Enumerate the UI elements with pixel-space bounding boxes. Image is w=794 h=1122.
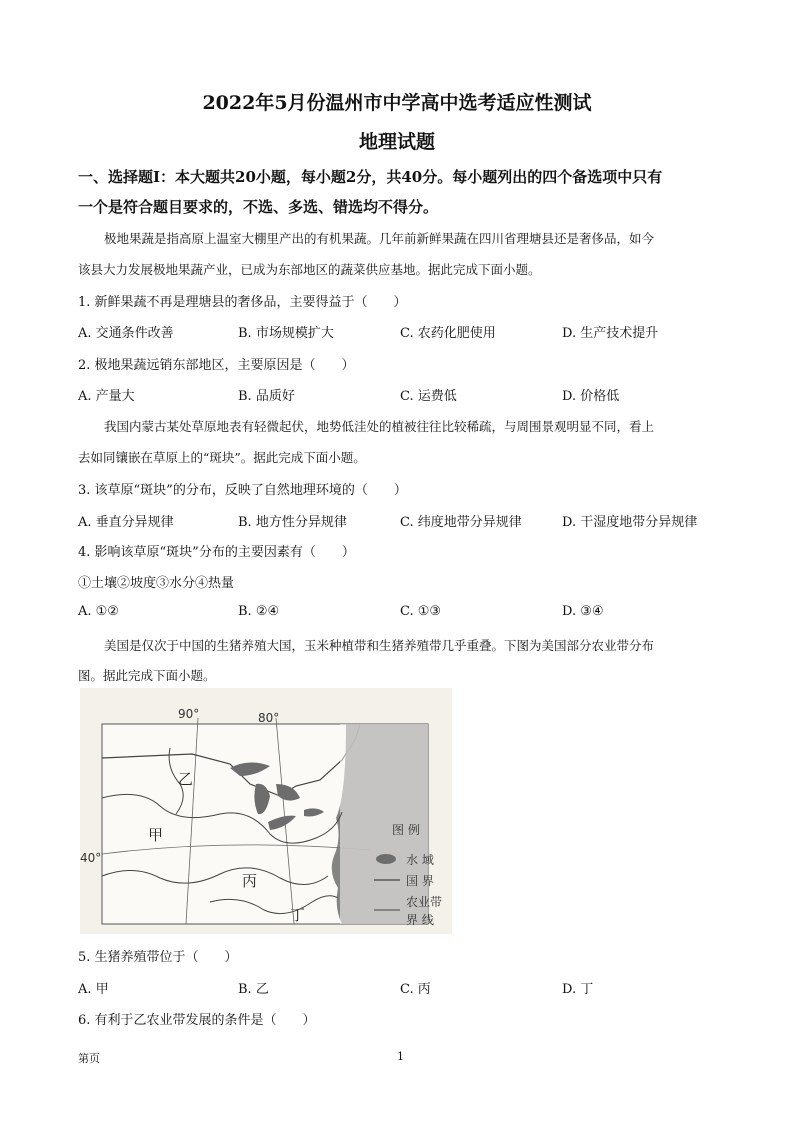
region-label-bing: 丙 bbox=[242, 872, 258, 890]
legend-belt-2: 界 线 bbox=[406, 913, 434, 927]
passage3-line2: 图。据此完成下面小题。 bbox=[78, 668, 216, 683]
legend-border: 国 界 bbox=[406, 874, 434, 888]
footer-page-number: 1 bbox=[397, 1050, 404, 1063]
page-subtitle: 地理试题 bbox=[358, 131, 435, 153]
legend-water-icon bbox=[376, 854, 396, 864]
q2-option-c: C. 运费低 bbox=[400, 389, 457, 404]
q4-option-d: D. ③④ bbox=[562, 604, 604, 619]
q5-option-b: B. 乙 bbox=[238, 982, 269, 997]
page-title: 2022年5月份温州市中学高中选考适应性测试 bbox=[202, 92, 592, 114]
passage3-line1: 美国是仅次于中国的生猪养殖大国，玉米种植带和生猪养殖带几乎重叠。下图为美国部分农业带分布 bbox=[104, 638, 655, 653]
section-heading-line2: 一个是符合题目要求的，不选、多选、错选均不得分。 bbox=[78, 198, 439, 216]
passage1-line1: 极地果蔬是指高原上温室大棚里产出的有机果蔬。几年前新鲜果蔬在四川省理塘县还是奢侈品，如今 bbox=[104, 231, 655, 246]
lat-label-40: 40° bbox=[80, 851, 102, 865]
q3-option-a: A. 垂直分异规律 bbox=[78, 515, 174, 530]
lon-label-90: 90° bbox=[178, 707, 200, 721]
q1-stem: 1. 新鲜果蔬不再是理塘县的奢侈品，主要得益于（ ） bbox=[78, 295, 407, 310]
region-label-ding: 丁 bbox=[290, 906, 306, 924]
q6-stem: 6. 有利于乙农业带发展的条件是（ ） bbox=[78, 1013, 316, 1028]
q3-option-d: D. 干湿度地带分异规律 bbox=[562, 515, 698, 530]
q4-option-a: A. ①② bbox=[78, 604, 119, 619]
legend-belt-1: 农业带 bbox=[406, 895, 443, 909]
q1-option-c: C. 农药化肥使用 bbox=[400, 326, 496, 341]
region-label-jia: 甲 bbox=[148, 826, 164, 844]
footer-page-label: 第页 bbox=[78, 1052, 100, 1065]
passage1-line2: 该县大力发展极地果蔬产业，已成为东部地区的蔬菜供应基地。据此完成下面小题。 bbox=[78, 262, 541, 277]
q2-option-b: B. 品质好 bbox=[238, 389, 295, 404]
q4-option-b: B. ②④ bbox=[238, 604, 280, 619]
q5-option-a: A. 甲 bbox=[78, 982, 109, 997]
legend-water: 水 域 bbox=[406, 853, 434, 867]
q3-stem: 3. 该草原“斑块”的分布，反映了自然地理环境的（ ） bbox=[78, 483, 407, 498]
section-heading-line1: 一、选择题Ⅰ：本大题共20小题，每小题2分，共40分。每小题列出的四个备选项中只有 bbox=[78, 168, 663, 186]
legend-title: 图 例 bbox=[392, 823, 420, 837]
passage2-line1: 我国内蒙古某处草原地表有轻微起伏，地势低洼处的植被往往比较稀疏，与周围景观明显不同，看上 bbox=[104, 419, 655, 434]
q1-option-b: B. 市场规模扩大 bbox=[238, 326, 334, 341]
q1-option-a: A. 交通条件改善 bbox=[78, 326, 174, 341]
q4-option-c: C. ①③ bbox=[400, 604, 442, 619]
q2-stem: 2. 极地果蔬远销东部地区，主要原因是（ ） bbox=[78, 358, 355, 373]
q5-option-c: C. 丙 bbox=[400, 982, 431, 997]
q1-option-d: D. 生产技术提升 bbox=[562, 326, 659, 341]
q3-option-b: B. 地方性分异规律 bbox=[238, 515, 347, 530]
q4-stem: 4. 影响该草原“斑块”分布的主要因素有（ ） bbox=[78, 545, 355, 560]
lon-label-80: 80° bbox=[258, 711, 280, 725]
q3-option-c: C. 纬度地带分异规律 bbox=[400, 515, 522, 530]
us-agriculture-belts-map bbox=[80, 688, 452, 934]
q2-option-d: D. 价格低 bbox=[562, 389, 620, 404]
q5-option-d: D. 丁 bbox=[562, 982, 594, 997]
q4-factors: ①土壤②坡度③水分④热量 bbox=[78, 576, 235, 591]
q2-option-a: A. 产量大 bbox=[78, 389, 135, 404]
region-label-yi: 乙 bbox=[178, 770, 194, 788]
passage2-line2: 去如同镶嵌在草原上的“斑块”。据此完成下面小题。 bbox=[78, 450, 366, 465]
q5-stem: 5. 生猪养殖带位于（ ） bbox=[78, 950, 238, 965]
